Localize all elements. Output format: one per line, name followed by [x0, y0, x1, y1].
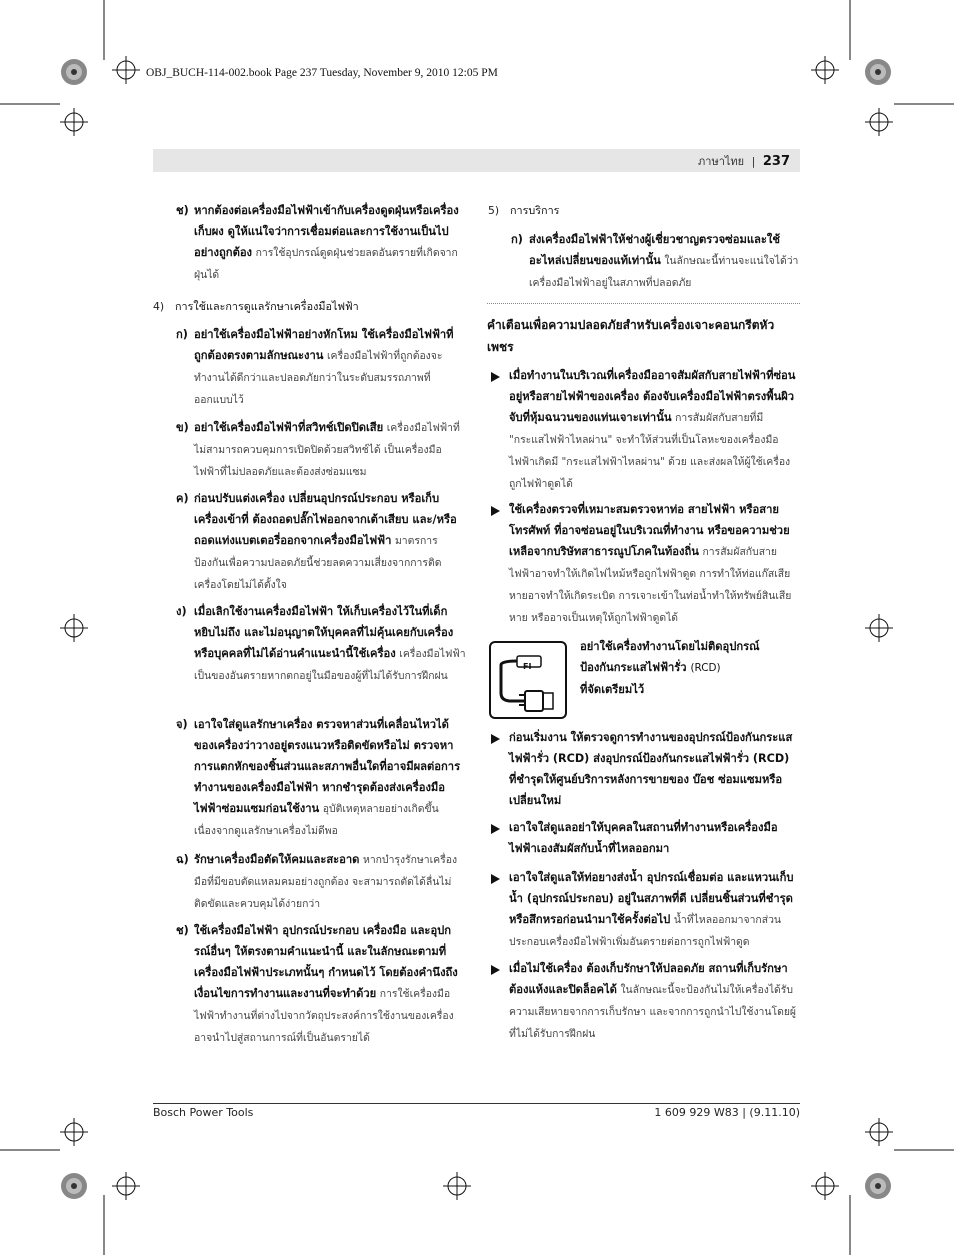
- item-bold: ใช้เครื่องมือไฟฟ้า อุปกรณ์ประกอบ เครื่องมือ และอุปกรณ์อื่นๆ ให้ตรงตามคำแนะนำนี้ และในลักษณะตามที่เครื่องมือไฟฟ้าประเภทนั้นๆ กำหนดไว้ โดยต้องคำนึงถึงเงื่อนไขการทำงานและงานที่จะทำด้วย: [194, 924, 458, 1000]
- item-normal: การใช้เครื่องมือไฟฟ้าทำงานที่ต่างไปจากวัตถุประสงค์การใช้งานของเครื่อง อาจนำไปสู่สถานการณ์ที่เป็นอันตรายได้: [194, 988, 454, 1044]
- rcd-line3: ที่จัดเตรียมไว้: [580, 683, 645, 696]
- section-number: 5): [488, 204, 500, 217]
- item-normal: อุบัติเหตุหลายอย่างเกิดขึ้นเนื่องจากดูแลรักษาเครื่องไม่ดีพอ: [194, 803, 439, 837]
- item-bold: ก่อนเริ่มงาน ให้ตรวจดูการทำงานของอุปกรณ์ป้องกันกระแสไฟฟ้ารั่ว (RCD) ส่งอุปกรณ์ป้องกันกระแสไฟฟ้ารั่ว (RCD) ที่ชำรุดให้ศูนย์บริการหลังการขายของ บ๊อช ซ่อมแซมหรือเปลี่ยนใหม่: [509, 731, 793, 807]
- item-normal: การสัมผัสกับสายที่มี "กระแสไฟฟ้าไหลผ่าน" จะทำให้ส่วนที่เป็นโลหะของเครื่องมือไฟฟ้าเกิดมี "กระแสไฟฟ้าไหลผ่าน" ด้วย และส่งผลให้ผู้ใช้เครื่องถูกไฟฟ้าดูดได้: [509, 412, 791, 490]
- rcd-notice: [580, 636, 800, 700]
- item-bold: เมื่อเลิกใช้งานเครื่องมือไฟฟ้า ให้เก็บเครื่องไว้ในที่เด็กหยิบไม่ถึง และไม่อนุญาตให้บุคคลที่ไม่คุ้นเคยกับเครื่องหรือบุคคลที่ไม่ได้อ่านคำแนะนำนี้ใช้เครื่อง: [194, 605, 454, 660]
- item-bold: รักษาเครื่องมือตัดให้คมและสะอาด: [194, 853, 360, 866]
- footer-brand: Bosch Power Tools: [153, 1106, 254, 1119]
- item-bold: อย่าใช้เครื่องมือไฟฟ้าอย่างหักโหม ใช้เครื่องมือไฟฟ้าที่ถูกต้องตรงตามลักษณะงาน: [194, 328, 454, 362]
- item-bold: ใช้เครื่องตรวจที่เหมาะสมตรวจหาท่อ สายไฟฟ้า หรือสายโทรศัพท์ ที่อาจซ่อนอยู่ในบริเวณที่ทำงาน หรือขอความช่วยเหลือจากบริษัทสาธารณูปโภคในท้องถิ่น: [509, 503, 790, 558]
- item-bold: เมื่อทำงานในบริเวณที่เครื่องมืออาจสัมผัสกับสายไฟฟ้าที่ซ่อนอยู่หรือสายไฟฟ้าของเครื่อง ต้องจับเครื่องมือไฟฟ้าตรงพื้นผิวจับที่หุ้มฉนวนของแท่นเจาะเท่านั้น: [509, 369, 796, 424]
- section-5-heading: [488, 200, 559, 221]
- header-text: [698, 152, 790, 170]
- item-normal: ในลักษณะนี้จะป้องกันไม่ให้เครื่องได้รับความเสียหายจากการเก็บรักษา และจากการถูกนำไปใช้งานโดยผู้ที่ไม่ได้รับการฝึกฝน: [509, 984, 796, 1040]
- item-label: ค): [176, 492, 189, 505]
- item-bold: ส่งเครื่องมือไฟฟ้าให้ช่างผู้เชี่ยวชาญตรวจซ่อมและใช้อะไหล่เปลี่ยนของแท้เท่านั้น: [529, 233, 780, 267]
- item-bold: หากต้องต่อเครื่องมือไฟฟ้าเข้ากับเครื่องดูดฝุ่นหรือเครื่องเก็บผง ดูให้แน่ใจว่าการเชื่อมต่อและการใช้งานเป็นไปอย่างถูกต้อง: [194, 204, 459, 259]
- item-bold: เอาใจใส่ดูแลรักษาเครื่อง ตรวจหาส่วนที่เคลื่อนไหวได้ของเครื่องว่าวางอยู่ตรงแนวหรือติดขัดหรือไม่ ตรวจหาการแตกหักของชิ้นส่วนและสภาพอื่นใดที่อาจมีผลต่อการทำงานของเครื่องมือไฟฟ้า หากชำรุดต้องส่งเครื่องมือไฟฟ้าซ่อมแซมก่อนใช้งาน: [194, 718, 461, 815]
- page-number: 237: [762, 154, 790, 169]
- bullet-arrow-icon: [491, 874, 500, 884]
- item-label: ง): [176, 605, 187, 618]
- item-label: ช): [176, 204, 189, 217]
- item-bold: อย่าใช้เครื่องมือไฟฟ้าที่สวิทช์เปิดปิดเสีย: [194, 421, 384, 434]
- item-bold: เมื่อไม่ใช้เครื่อง ต้องเก็บรักษาให้ปลอดภัย สถานที่เก็บรักษาต้องแห้งและปิดล็อคได้: [509, 962, 788, 996]
- item-normal: หากบำรุงรักษาเครื่องมือที่มีขอบตัดแหลมคมอย่างถูกต้อง จะสามารถตัดได้ลื่นไม่ติดขัดและควบคุมได้ง่ายกว่า: [194, 854, 458, 910]
- rcd-plug-icon: [489, 641, 567, 719]
- item-bold: เอาใจใส่ดูแลให้ท่อยางส่งน้ำ อุปกรณ์เชื่อมต่อ และแหวนเก็บน้ำ (อุปกรณ์ประกอบ) อยู่ในสภาพที่ดี เปลี่ยนชิ้นส่วนที่ชำรุดหรือสึกหรอก่อนนำมาใช้ครั้งต่อไป: [509, 871, 794, 926]
- header-language: ภาษาไทย: [698, 155, 745, 168]
- item-bold: ก่อนปรับแต่งเครื่อง เปลี่ยนอุปกรณ์ประกอบ หรือเก็บเครื่องเข้าที่ ต้องถอดปลั๊กไฟออกจากเต้าเสียบ และ/หรือถอดแท่งแบตเตอรี่ออกจากเครื่องมือไฟฟ้า: [194, 492, 457, 547]
- rcd-line1: อย่าใช้เครื่องทำงานโดยไม่ติดอุปกรณ์: [580, 640, 760, 653]
- bullet-arrow-icon: [491, 372, 500, 382]
- item-label: จ): [176, 718, 188, 731]
- item-label: ฉ): [176, 853, 189, 866]
- section-title: การบริการ: [510, 204, 560, 217]
- item-normal: การใช้อุปกรณ์ดูดฝุ่นช่วยลดอันตรายที่เกิดจากฝุ่นได้: [194, 247, 458, 281]
- bullet-arrow-icon: [491, 734, 500, 744]
- item-label: ช): [176, 924, 189, 937]
- bullet-arrow-icon: [491, 965, 500, 975]
- footer-code: 1 609 929 W83 | (9.11.10): [654, 1106, 800, 1119]
- bullet-arrow-icon: [491, 824, 500, 834]
- item-bold: เอาใจใส่ดูแลอย่าให้บุคคลในสถานที่ทำงานหรือเครื่องมือไฟฟ้าเองสัมผัสกับน้ำที่ไหลออกมา: [509, 821, 778, 855]
- item-label: ก): [511, 233, 523, 246]
- item-normal: การสัมผัสกับสายไฟฟ้าอาจทำให้เกิดไฟไหม้หรือถูกไฟฟ้าดูด การทำให้ท่อแก๊สเสียหายอาจทำให้เกิดระเบิด การเจาะเข้าในท่อน้ำทำให้ทรัพย์สินเสียหาย หรืออาจเป็นเหตุให้ถูกไฟฟ้าดูดได้: [509, 546, 792, 624]
- fi-label: FI: [523, 662, 532, 671]
- footer-rule: [153, 1103, 800, 1104]
- section-divider: [487, 303, 800, 304]
- page-header: [153, 149, 800, 172]
- rcd-line2: ป้องกันกระแสไฟฟ้ารั่ว: [580, 661, 691, 674]
- item-label: ก): [176, 328, 188, 341]
- header-separator: |: [751, 155, 756, 168]
- section-title: การใช้และการดูแลรักษาเครื่องมือไฟฟ้า: [175, 300, 359, 313]
- rcd-abbrev: (RCD): [690, 662, 721, 674]
- item-normal: เครื่องมือไฟฟ้าเป็นของอันตรายหากตกอยู่ในมือของผู้ที่ไม่ได้รับการฝึกฝน: [194, 648, 466, 682]
- section-number: 4): [153, 300, 165, 313]
- print-info-line: OBJ_BUCH-114-002.book Page 237 Tuesday, November 9, 2010 12:05 PM: [146, 67, 498, 79]
- warning-title: คำเตือนเพื่อความปลอดภัยสำหรับเครื่องเจาะคอนกรีตหัวเพชร: [487, 318, 775, 354]
- item-normal: น้ำที่ไหลออกมาจากส่วนประกอบเครื่องมือไฟฟ้าเพิ่มอันตรายต่อการถูกไฟฟ้าดูด: [509, 914, 782, 948]
- bullet-arrow-icon: [491, 506, 500, 516]
- item-normal: เครื่องมือไฟฟ้าที่ถูกต้องจะทำงานได้ดีกว่าและปลอดภัยกว่าในระดับสมรรถภาพที่ออกแบบไว้: [194, 350, 443, 406]
- item-normal: ในลักษณะนี้ท่านจะแน่ใจได้ว่าเครื่องมือไฟฟ้าอยู่ในสภาพที่ปลอดภัย: [529, 255, 799, 289]
- section-4-heading: [153, 296, 359, 317]
- item-label: ข): [176, 421, 189, 434]
- item-normal: เครื่องมือไฟฟ้าที่ไม่สามารถควบคุมการเปิดปิดด้วยสวิทช์ได้ เป็นเครื่องมือไฟฟ้าที่ไม่ปลอดภัยและต้องส่งซ่อมแซม: [194, 422, 460, 478]
- item-normal: มาตรการป้องกันเพื่อความปลอดภัยนี้ช่วยลดความเสี่ยงจากการติดเครื่องโดยไม่ได้ตั้งใจ: [194, 535, 442, 591]
